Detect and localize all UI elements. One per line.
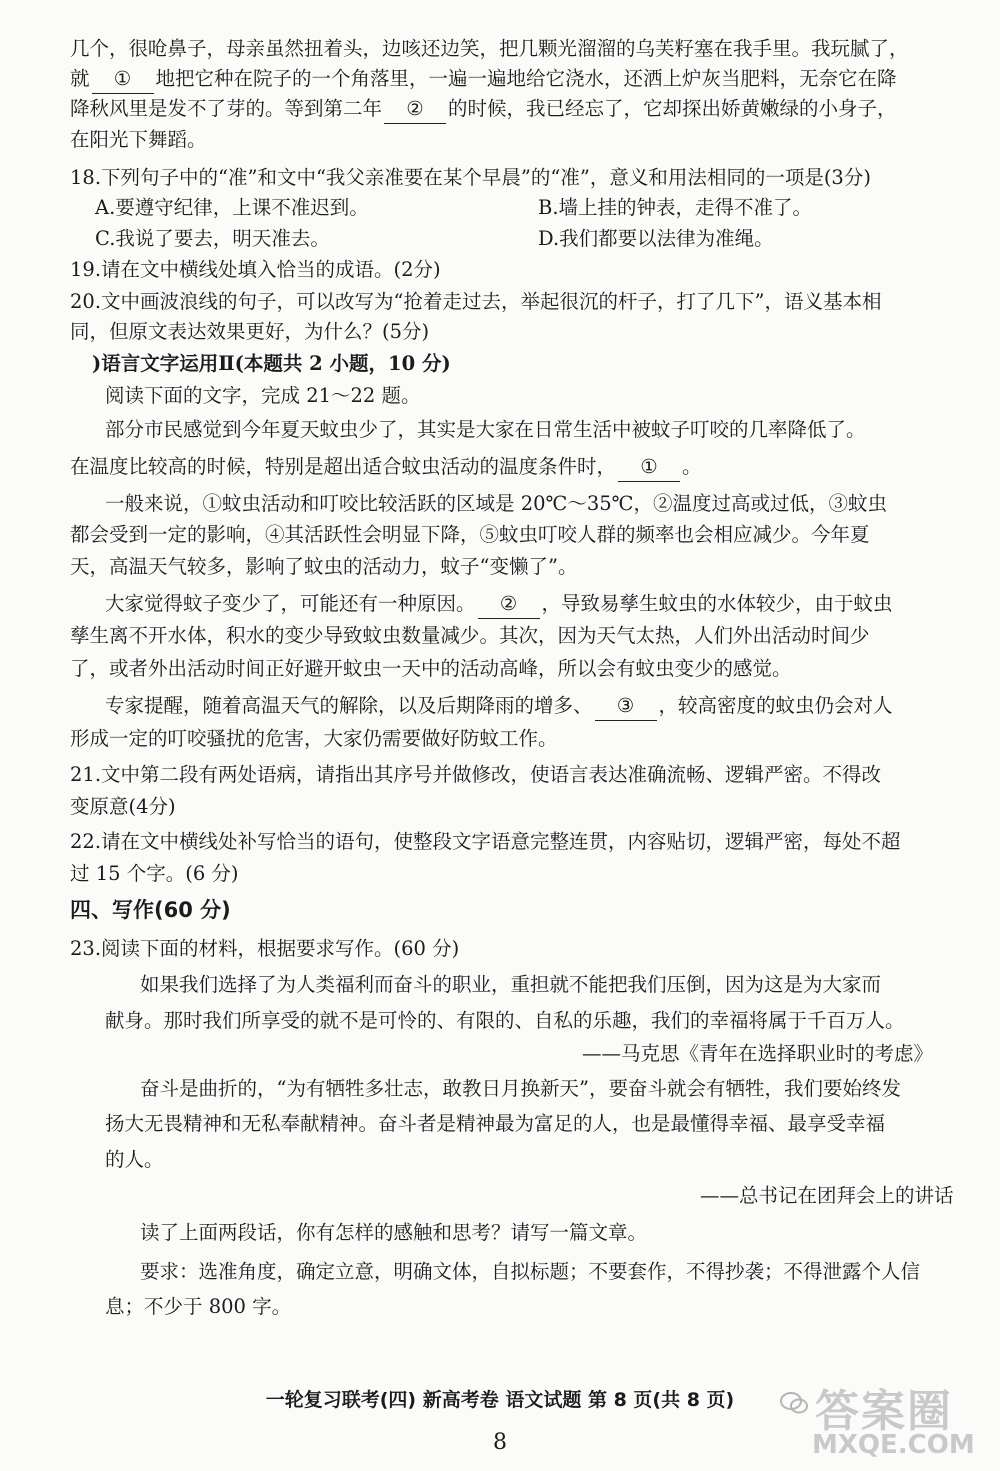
passage-line: 专家提醒，随着高温天气的解除，以及后期降雨的增多、 ③ ，较高密度的蚊虫仍会对人 (105, 692, 893, 721)
blank-1: ① (618, 453, 680, 482)
quote-line: 献身。那时我们所享受的就不是可怜的、有限的、自私的乐趣，我们的幸福将属于千百万人。 (105, 1009, 905, 1032)
page-footer: 一轮复习联考(四) 新高考卷 语文试题 第 8 页(共 8 页) (265, 1389, 735, 1411)
passage-line: 在阳光下舞蹈。 (70, 128, 207, 151)
question-22: 过 15 个字。(6 分) (70, 862, 239, 885)
question-18-stem: 18.下列句子中的“准”和文中“我父亲准要在某个早晨”的“准”，意义和用法相同的一项是(3分) (70, 166, 871, 189)
writing-prompt: 读了上面两段话，你有怎样的感触和思考？请写一篇文章。 (140, 1221, 648, 1244)
question-21: 21.文中第二段有两处语病，请指出其序号并做修改，使语言表达准确流畅、逻辑严密。不得改 (70, 763, 882, 786)
blank-3: ③ (595, 692, 657, 721)
passage-line: 都会受到一定的影响，④其活跃性会明显下降，⑤蚊虫叮咬人群的频率也会相应减少。今年夏 (70, 523, 870, 546)
blank-1: ① (92, 65, 154, 94)
quote-line: 奋斗是曲折的，“为有牺牲多壮志，敢教日月换新天”，要奋斗就会有牺牲，我们要始终发 (140, 1077, 901, 1100)
question-23: 23.阅读下面的材料，根据要求写作。(60 分) (70, 937, 460, 960)
writing-requirements: 要求：选准角度，确定立意，明确文体，自拟标题；不要套作，不得抄袭；不得泄露个人信 (140, 1260, 921, 1283)
question-20: 同，但原文表达效果更好，为什么？(5分) (70, 320, 430, 343)
blank-2: ② (384, 95, 446, 124)
option-a: A.要遵守纪律，上课不准迟到。 (95, 196, 369, 219)
section-heading: 四、写作(60 分) (70, 898, 231, 922)
passage-line: 在温度比较高的时候，特别是超出适合蚊虫活动的温度条件时， ① 。 (70, 453, 702, 482)
passage-line: 几个，很呛鼻子，母亲虽然扭着头，边咳还边笑，把几颗光溜溜的乌芙籽塞在我手里。我玩腻了， (70, 37, 909, 60)
passage-line: 孳生离不开水体，积水的变少导致蚊虫数量减少。其次，因为天气太热，人们外出活动时间少 (70, 624, 870, 647)
passage-line: 形成一定的叮咬骚扰的危害，大家仍需要做好防蚊工作。 (70, 727, 558, 750)
quote-source: ——总书记在团拜会上的讲话 (700, 1184, 954, 1207)
passage-line: 降秋风里是发不了芽的。等到第二年 ② 的时候，我已经忘了，它却探出娇黄嫩绿的小身子， (70, 95, 897, 124)
passage-line: 了，或者外出活动时间正好避开蚊虫一天中的活动高峰，所以会有蚊虫变少的感觉。 (70, 657, 792, 680)
writing-requirements: 息；不少于 800 字。 (105, 1295, 292, 1318)
passage-line: 一般来说，①蚊虫活动和叮咬比较活跃的区域是 20℃～35℃，②温度过高或过低，③蚊虫 (105, 492, 887, 515)
question-20: 20.文中画波浪线的句子，可以改写为“抢着走过去，举起很沉的杆子，打了几下”，语义基本相 (70, 290, 882, 313)
watermark-logo: 答案圈 (815, 1386, 953, 1437)
blank-2: ② (478, 590, 540, 619)
option-d: D.我们都要以法律为准绳。 (538, 227, 774, 250)
passage-line: 大家觉得蚊子变少了，可能还有一种原因。 ② ，导致易孳生蚊虫的水体较少，由于蚊虫 (105, 590, 893, 619)
quote-line: 如果我们选择了为人类福利而奋斗的职业，重担就不能把我们压倒，因为这是为大家而 (140, 973, 882, 996)
quote-line: 扬大无畏精神和无私奉献精神。奋斗者是精神最为富足的人，也是最懂得幸福、最享受幸福 (105, 1112, 886, 1135)
question-21: 变原意(4分) (70, 795, 176, 818)
page-number: 8 (493, 1430, 507, 1455)
question-19: 19.请在文中横线处填入恰当的成语。(2分) (70, 258, 441, 281)
option-b: B.墙上挂的钟表，走得不准了。 (538, 196, 813, 219)
passage-line: 部分市民感觉到今年夏天蚊虫少了，其实是大家在日常生活中被蚊子叮咬的几率降低了。 (105, 418, 866, 441)
passage-line: 就 ① 地把它种在院子的一个角落里，一遍一遍地给它浇水，还洒上炉灰当肥料，无奈它在降 (70, 65, 897, 94)
question-22: 22.请在文中横线处补写恰当的语句，使整段文字语意完整连贯，内容贴切，逻辑严密，每处不超 (70, 830, 901, 853)
quote-line: 的人。 (105, 1148, 164, 1171)
section-heading: )语言文字运用Ⅱ(本题共 2 小题，10 分) (92, 352, 451, 375)
watermark-url: MXQE.COM (812, 1430, 975, 1460)
quote-source: ——马克思《青年在选择职业时的考虑》 (582, 1042, 934, 1065)
option-c: C.我说了要去，明天准去。 (95, 227, 330, 250)
wechat-icon (780, 1392, 808, 1418)
passage-line: 天，高温天气较多，影响了蚊虫的活动力，蚊子“变懒了”。 (70, 555, 578, 578)
instruction: 阅读下面的文字，完成 21～22 题。 (105, 384, 421, 407)
